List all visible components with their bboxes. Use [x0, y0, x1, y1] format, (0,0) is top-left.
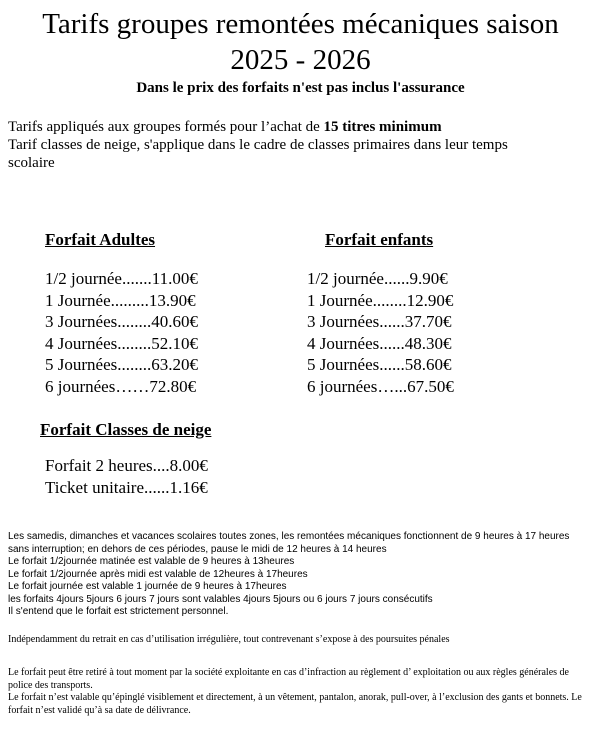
- intro-line-2: Tarif classes de neige, s'applique dans le cadre de classes primaires dans leur temps: [8, 137, 508, 153]
- intro-line-1: [8, 118, 442, 136]
- enfants-row: 4 Journées......48.30€: [307, 333, 452, 353]
- enfants-price-list: [307, 268, 454, 397]
- legal-notice-1: Indépendamment du retrait en cas d’utilisation irrégulière, tout contrevenant s’expose à des poursuites pénales: [8, 634, 450, 645]
- adultes-row: 5 Journées........63.20€: [45, 355, 198, 374]
- page-title-line-2: 2025 - 2026: [230, 44, 371, 76]
- legal-notice-2: [8, 667, 593, 717]
- legal-line: Le forfait n’est valable qu’épinglé visiblement et directement, à un vêtement, pantalon, anorak, pull-over, à l’exclusion des gants et bonnets. Le forfait n’est validé qu’à sa date de délivrance.: [8, 692, 582, 716]
- classes-neige-price-list: [45, 455, 208, 498]
- enfants-row: 5 Journées......58.60€: [307, 355, 452, 374]
- note-line: Il s'entend que le forfait est strictement personnel.: [8, 606, 229, 617]
- note-line: Le forfait 1/2journée matinée est valable de 9 heures à 13heures: [8, 556, 295, 567]
- adultes-row: 1/2 journée.......11.00€: [45, 269, 198, 288]
- classes-neige-heading: Forfait Classes de neige: [40, 420, 212, 439]
- note-line: les forfaits 4jours 5jours 6 jours 7 jours sont valables 4jours 5jours ou 6 jours 7 jours consécutifs: [8, 593, 433, 605]
- adultes-row: 4 Journées........52.10€: [45, 333, 198, 353]
- adultes-price-list: [45, 268, 198, 397]
- note-line: Le forfait 1/2journée après midi est valable de 12heures à 17heures: [8, 568, 308, 580]
- page-title-line-1: Tarifs groupes remontées mécaniques saison: [42, 8, 559, 40]
- conditions-notes: [8, 531, 593, 619]
- intro-text: Tarifs appliqués aux groupes formés pour l’achat de: [8, 119, 324, 135]
- enfants-heading: Forfait enfants: [325, 230, 434, 249]
- adultes-heading: Forfait Adultes: [45, 230, 156, 249]
- intro-line-3: scolaire: [8, 155, 55, 171]
- enfants-row: 3 Journées......37.70€: [307, 312, 452, 331]
- intro-bold: 15 titres minimum: [323, 119, 442, 135]
- legal-line: Le forfait peut être retiré à tout moment par la société exploitante en cas d’infraction au règlement d’ exploitation ou aux règles générales de police des transports.: [8, 667, 569, 691]
- adultes-row: 6 journées……72.80€: [45, 376, 197, 396]
- enfants-row: 1/2 journée......9.90€: [307, 269, 448, 288]
- classes-neige-row: Ticket unitaire......1.16€: [45, 477, 208, 497]
- enfants-row: 6 journées…...67.50€: [307, 376, 454, 396]
- adultes-row: 3 Journées........40.60€: [45, 312, 198, 331]
- insurance-notice: Dans le prix des forfaits n'est pas inclus l'assurance: [136, 80, 465, 96]
- classes-neige-row: Forfait 2 heures....8.00€: [45, 456, 208, 475]
- note-line: Le forfait journée est valable 1 journée de 9 heures à 17heures: [8, 581, 287, 592]
- adultes-row: 1 Journée.........13.90€: [45, 290, 196, 310]
- enfants-row: 1 Journée........12.90€: [307, 290, 454, 310]
- note-line: Les samedis, dimanches et vacances scolaires toutes zones, les remontées mécaniques fonctionnent de 9 heures à 17 heures sans interruption; en dehors de ces périodes, pause le midi de 12 heures à 14 heures: [8, 531, 570, 555]
